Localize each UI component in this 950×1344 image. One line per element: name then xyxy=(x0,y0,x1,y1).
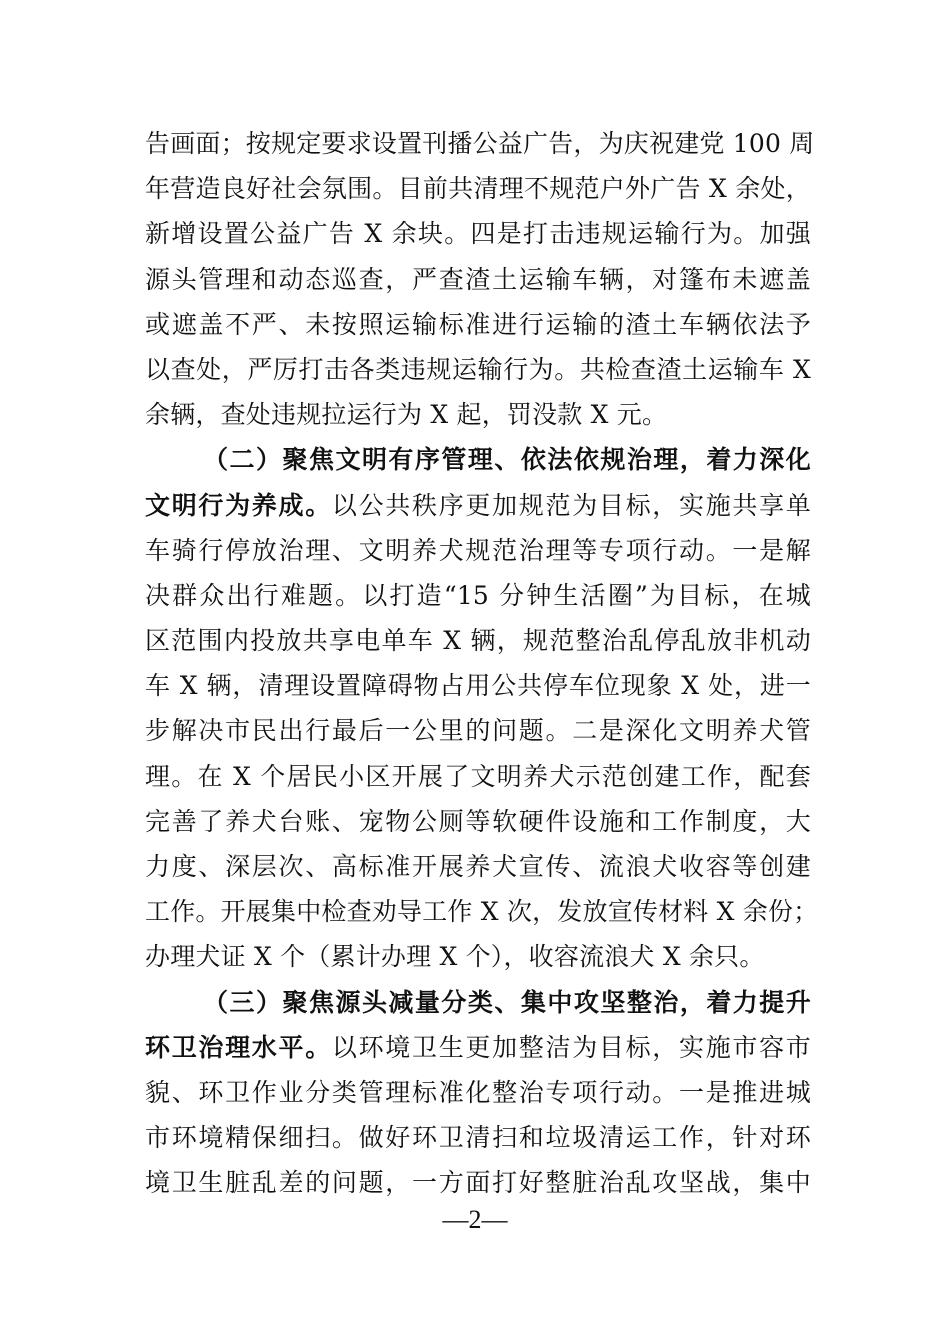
text-line: 车骑行停放治理、文明养犬规范治理等专项行动。一是解 xyxy=(145,535,811,565)
text-line: 源头管理和动态巡查，严查渣土运输车辆，对篷布未遮盖 xyxy=(145,264,811,294)
text-line: 决群众出行难题。以打造“15 分钟生活圈”为目标，在城 xyxy=(145,580,811,610)
text-line: 境卫生脏乱差的问题，一方面打好整脏治乱攻坚战，集中 xyxy=(145,1168,811,1198)
page-number: —2— xyxy=(442,1205,508,1234)
text-line: 完善了养犬台账、宠物公厕等软硬件设施和工作制度，大 xyxy=(145,806,811,836)
text-line: 工作。开展集中检查劝导工作 X 次，发放宣传材料 X 余份； xyxy=(145,897,819,927)
text-line: 或遮盖不严、未按照运输标准进行运输的渣土车辆依法予 xyxy=(145,309,811,339)
section-heading-cont: 环卫治理水平。 xyxy=(145,1032,332,1062)
text-line: 以查处，严厉打击各类违规运输行为。共检查渣土运输车 X xyxy=(145,354,811,384)
text-line: 车 X 辆，清理设置障碍物占用公共停车位现象 X 处，进一 xyxy=(145,671,811,701)
text-line: 力度、深层次、高标准开展养犬宣传、流浪犬收容等创建 xyxy=(145,852,811,881)
section-heading: （三）聚焦源头减量分类、集中攻坚整治，着力提升 xyxy=(203,987,811,1017)
text-line: 理。在 X 个居民小区开展了文明养犬示范创建工作，配套 xyxy=(145,761,811,791)
text-line: 新增设置公益广告 X 余块。四是打击违规运输行为。加强 xyxy=(145,219,811,249)
text-line: 区范围内投放共享电单车 X 辆，规范整治乱停乱放非机动 xyxy=(145,626,811,656)
text-line: 年营造良好社会氛围。目前共清理不规范户外广告 X 余处， xyxy=(145,174,811,204)
section-heading: （二）聚焦文明有序管理、依法依规治理，着力深化 xyxy=(203,445,811,475)
text-line: 告画面；按规定要求设置刊播公益广告，为庆祝建党 100 周 xyxy=(145,129,815,158)
text-line: 余辆，查处违规拉运行为 X 起，罚没款 X 元。 xyxy=(145,400,668,430)
text-line xyxy=(145,483,811,528)
text-run: 以公共秩序更加规范为目标，实施共享单 xyxy=(331,490,811,520)
text-line: 步解决市民出行最后一公里的问题。二是深化文明养犬管 xyxy=(145,716,811,746)
text-line: 办理犬证 X 个（累计办理 X 个），收容流浪犬 X 余只。 xyxy=(145,942,765,972)
text-run: 以环境卫生更加整洁为目标，实施市容市 xyxy=(331,1032,811,1062)
text-line: 市环境精保细扫。做好环卫清扫和垃圾清运工作，针对环 xyxy=(145,1123,811,1153)
text-line xyxy=(145,1025,811,1070)
document-body xyxy=(145,121,819,1206)
text-line: 貌、环卫作业分类管理标准化整治专项行动。一是推进城 xyxy=(145,1077,811,1107)
section-heading-cont: 文明行为养成。 xyxy=(145,490,332,520)
